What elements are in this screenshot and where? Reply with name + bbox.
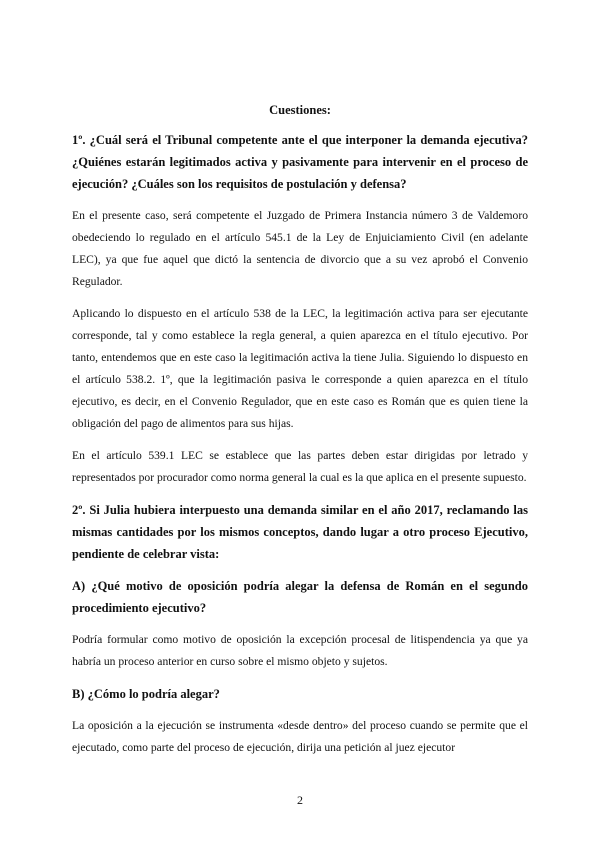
document-page (72, 103, 528, 769)
answer-1-postulation-paragraph: En el artículo 539.1 LEC se establece que las partes deben estar dirigidas por letrado y representados por procurador como norma general la cual es la que aplica en el presente supuesto. (72, 449, 528, 484)
answer-1-competence-paragraph: En el presente caso, será competente el Juzgado de Primera Instancia número 3 de Valdemoro obedeciendo lo regulado en el artículo 545.1 de la Ley de Enjuiciamiento Civil (en adelante LEC), ya que fue aquel que dictó la sentencia de divorcio que a su vez aprobó el Convenio Regulador. (72, 209, 528, 288)
question-2a-heading: A) ¿Qué motivo de oposición podría alegar la defensa de Román en el segundo procedimiento ejecutivo? (72, 579, 528, 615)
question-1-heading: 1º. ¿Cuál será el Tribunal competente ante el que interponer la demanda ejecutiva? ¿Quiénes estarán legitimados activa y pasivamente para intervenir en el proceso de ejecución? ¿Cuáles son los requisitos de postulación y defensa? (72, 133, 528, 191)
answer-1-legitimation-paragraph: Aplicando lo dispuesto en el artículo 538 de la LEC, la legitimación activa para ser ejecutante corresponde, tal y como establece la regla general, a quien aparezca en el título ejecutivo. Por tanto, entendemos que en este caso la legitimación activa la tiene Julia. Siguiendo lo dispuesto en el artículo 538.2. 1º, que la legitimación pasiva le corresponde a quien aparezca en el título ejecutivo, es decir, en el Convenio Regulador, que en este caso es Román que es quien tiene la obligación del pago de alimentos para sus hijas. (72, 307, 528, 430)
page-title: Cuestiones: (269, 103, 331, 117)
answer-2b-paragraph: La oposición a la ejecución se instrumenta «desde dentro» del proceso cuando se permite que el ejecutado, como parte del proceso de ejecución, dirija una petición al juez ejecutor (72, 719, 528, 754)
answer-2a-paragraph: Podría formular como motivo de oposición la excepción procesal de litispendencia ya que ya habría un proceso anterior en curso sobre el mismo objeto y sujetos. (72, 633, 528, 668)
question-2b-heading: B) ¿Cómo lo podría alegar? (72, 687, 220, 701)
page-number: 2 (297, 793, 303, 807)
question-2-heading: 2º. Si Julia hubiera interpuesto una demanda similar en el año 2017, reclamando las mismas cantidades por los mismos conceptos, dando lugar a otro proceso Ejecutivo, pendiente de celebrar vista: (72, 503, 528, 561)
